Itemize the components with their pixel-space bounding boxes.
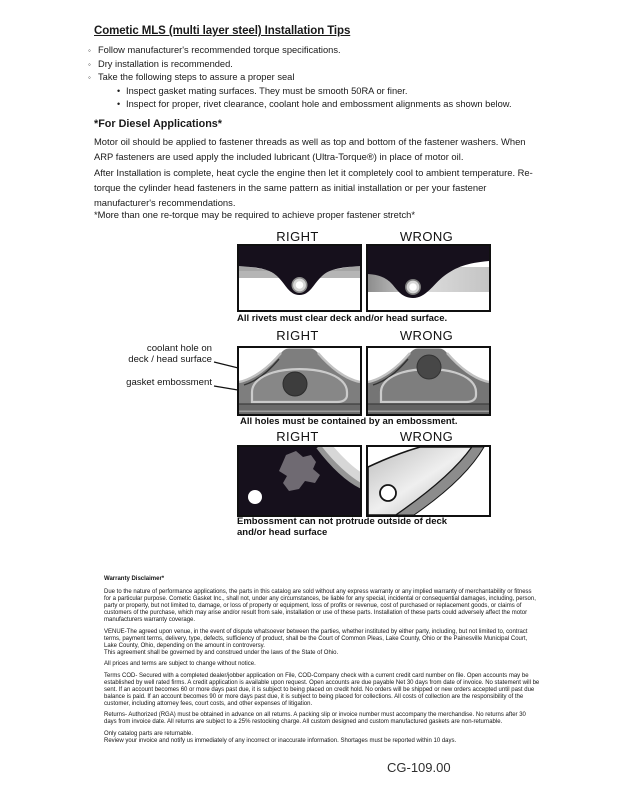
rivet-clearance-right-diagram [237, 244, 362, 312]
filled-bullet-icon: • [117, 99, 121, 109]
list-item-text: Inspect gasket mating surfaces. They must be smooth 50RA or finer. [126, 85, 408, 96]
list-item [88, 71, 512, 85]
warranty-paragraph: Returns- Authorized (RGA) must be obtained in advance on all returns. A packing slip or invoice number must accompany the merchandise. No returns after 30 days from invoice date. All returns are subject to a 25% restocking charge. All custom designed and custom manufactured gaskets are non-returnable. [104, 712, 526, 725]
warranty-paragraph: All prices and terms are subject to change without notice. [104, 661, 256, 667]
row2-caption: All holes must be contained by an embossment. [240, 416, 458, 427]
list-item [117, 98, 512, 112]
warranty-paragraph: VENUE-The agreed upon venue, in the event of dispute whatsoever between the parties, whether instituted by either party, including, but not limited to, contract terms, payment terms, delivery, type, defects, sufficiency of product, shall be the Court of Common Pleas, Lake County, Ohio or the Painesville Municipal Court, Lake County, Ohio, depending on the amount in controversy. This agreement shall be governed by and construed under the laws of the State of Ohio. [104, 628, 528, 656]
list-item-text: Dry installation is recommended. [98, 58, 233, 69]
coolant-hole-callout: coolant hole on deck / head surface [128, 343, 212, 365]
diesel-paragraph-1: Motor oil should be applied to fastener threads as well as top and bottom of the fastener washers. When ARP fasteners are used apply the included lubricant (Ultra-Torque®) in place of motor oil. [94, 136, 526, 162]
installation-tips-list [88, 44, 512, 112]
row1-right-label: RIGHT [276, 229, 319, 244]
page-title: Cometic MLS (multi layer steel) Installation Tips [94, 25, 351, 37]
warranty-paragraph: Only catalog parts are returnable. Review your invoice and notify us immediately of any incorrect or inaccurate information. Shortages must be reported within 10 days. [104, 730, 457, 744]
row2-right-label: RIGHT [276, 328, 319, 343]
list-item-text: Inspect for proper, rivet clearance, coolant hole and embossment alignments as shown below. [126, 99, 512, 109]
list-item [88, 58, 512, 72]
embossment-protrusion-right-diagram [237, 445, 362, 517]
coolant-hole-wrong-diagram [366, 346, 491, 416]
filled-bullet-icon: • [117, 85, 121, 96]
embossment-protrusion-wrong-diagram [366, 445, 491, 517]
row3-caption: Embossment can not protrude outside of deck and/or head surface [237, 516, 448, 538]
rivet-clearance-wrong-diagram [366, 244, 491, 312]
warranty-paragraph: Terms COD- Secured with a completed dealer/jobber application on File, COD-Company check with a current credit card number on file. Open accounts may be established by well rated firms. A credit application is available upon request. Open accounts are due payable Net 30 days from date of invoice. No statement will be sent. If an account becomes 60 or more days past due, it is subject to being placed on credit hold. No orders will be shipped or new orders accepted until past due balance is paid. If an account becomes 90 or more days past due, it is subject to being placed for collections. All costs of collection are the responsibility of the customer, including attorney fees, court costs, and other expenses of litigation. [104, 672, 540, 707]
warranty-disclaimer-section [104, 576, 540, 749]
open-bullet-icon: ◦ [88, 73, 91, 82]
list-item-text: Follow manufacturer's recommended torque specifications. [98, 45, 341, 55]
list-item [117, 85, 512, 99]
row2-wrong-label: WRONG [399, 328, 454, 343]
coolant-hole-right-diagram [237, 346, 362, 416]
list-item [88, 44, 512, 58]
row1-caption: All rivets must clear deck and/or head surface. [237, 313, 448, 324]
open-bullet-icon: ◦ [88, 46, 91, 55]
row3-wrong-label: WRONG [399, 429, 454, 444]
page-code: CG-109.00 [387, 760, 451, 775]
row3-right-label: RIGHT [276, 429, 319, 444]
diesel-paragraph-2: After Installation is complete, heat cycle the engine then let it completely cool to ambient temperature. Re-torque the cylinder head fasteners in the same pattern as initial installation or per your fastener manufacturer's recommendations. [94, 167, 533, 208]
diesel-applications-heading: *For Diesel Applications* [94, 118, 222, 130]
open-bullet-icon: ◦ [88, 59, 91, 69]
diesel-paragraph-3: *More than one re-torque may be required to achieve proper fastener stretch* [94, 209, 416, 220]
list-item-text: Take the following steps to assure a proper seal [98, 72, 295, 82]
warranty-paragraph: Due to the nature of performance applications, the parts in this catalog are sold without any express warranty or any implied warranty of merchantability or fitness for a particular purpose. Cometic Gasket Inc., shall not, under any circumstances, be liable for any special, incidental or consequential damages, including, person, party or property, but not limited to, damage, or loss of property or equipment, loss of profits or revenue, cost of purchased or replacement goods, or claims of customers of the purchase, which may arise and/or result from sale, installation or use of these parts. Installation of these parts could adversely affect the motor manufacturers warranty coverage. [104, 589, 536, 623]
gasket-embossment-callout: gasket embossment [126, 377, 212, 388]
row1-wrong-label: WRONG [399, 229, 454, 244]
warranty-heading: Warranty Disclaimer* [104, 576, 165, 582]
